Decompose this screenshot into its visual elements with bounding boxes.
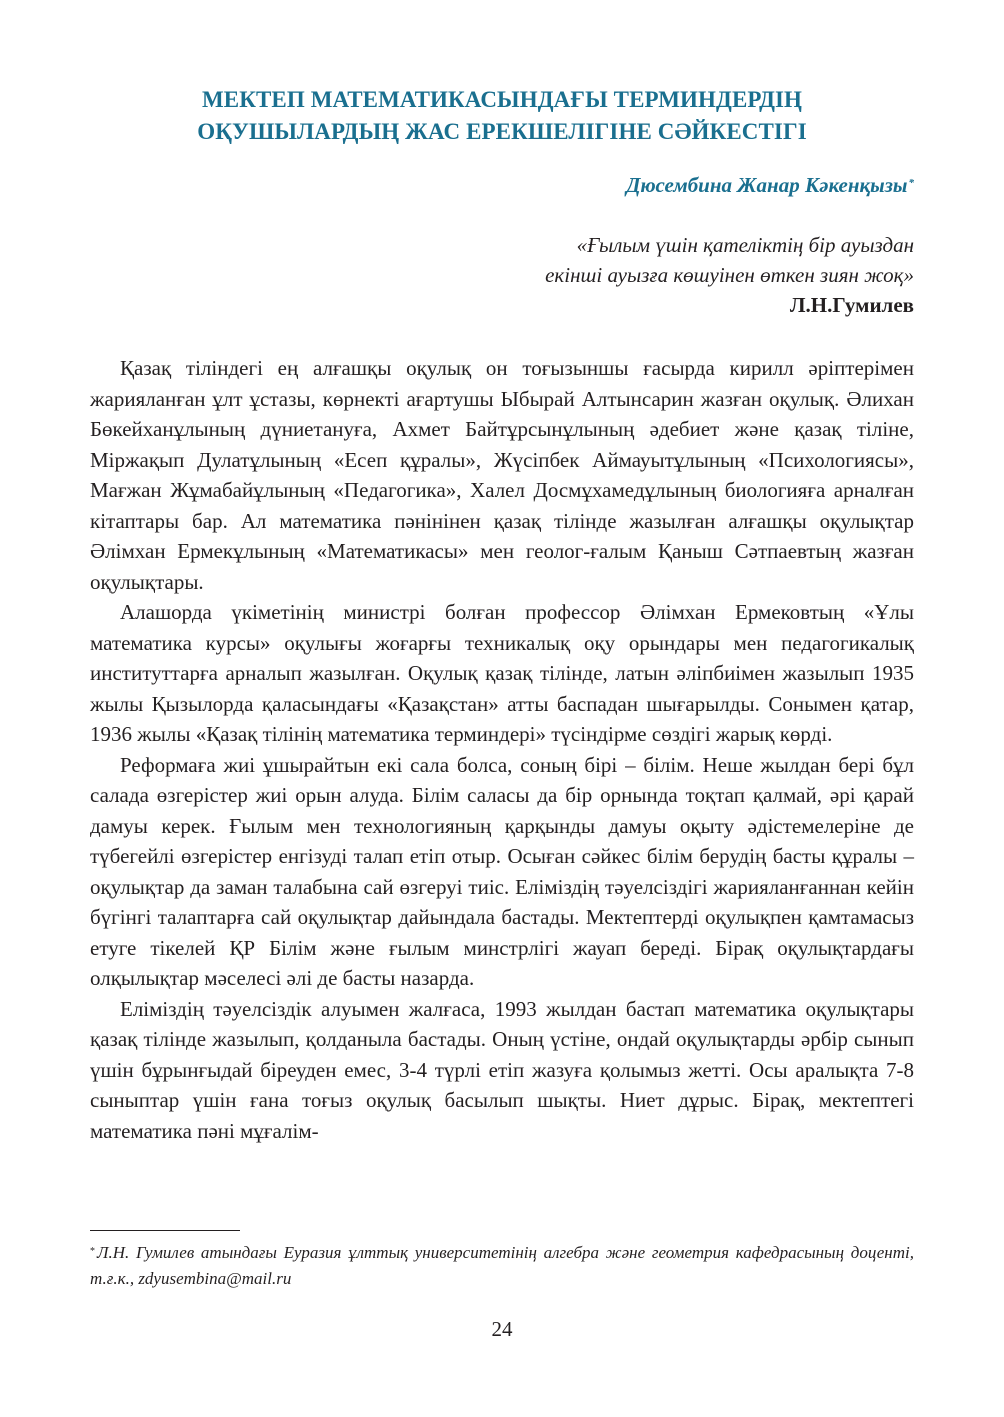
page-number: 24 bbox=[491, 1317, 513, 1341]
document-page bbox=[90, 0, 914, 1417]
footnote bbox=[90, 1240, 914, 1292]
author-line bbox=[626, 170, 914, 200]
epigraph bbox=[545, 230, 914, 320]
footnote-marker: * bbox=[90, 1246, 95, 1257]
article-title bbox=[90, 84, 914, 148]
epigraph-line-2: екінші ауызға көшуінен өткен зиян жоқ» bbox=[545, 263, 914, 287]
author-footnote-marker: * bbox=[908, 177, 914, 189]
article-title-line-1: МЕКТЕП МАТЕМАТИКАСЫНДАҒЫ ТЕРМИНДЕРДІҢ bbox=[201, 87, 803, 112]
author-name: Дюсембина Жанар Кәкенқызы bbox=[626, 173, 908, 197]
epigraph-line-1: «Ғылым үшін қателіктің бір ауыздан bbox=[576, 233, 914, 257]
article-title-line-2: ОҚУШЫЛАРДЫҢ ЖАС ЕРЕКШЕЛІГІНЕ СӘЙКЕСТІГІ bbox=[197, 119, 807, 144]
epigraph-source: Л.Н.Гумилев bbox=[789, 293, 914, 317]
body-paragraph-2: Алашорда үкіметінің министрі болған профессор Әлімхан Ермековтың «Ұлы математика курсы» оқулығы жоғарғы техникалық оқу орындары мен педагогикалық институттарға арналып жазылған. Оқулық қазақ тілінде, латын әліпбиімен жазылып 1935 жылы Қызылорда қаласындағы «Қазақстан» атты баспадан шығарылды. Сонымен қатар, 1936 жылы «Қазақ тілінің математика терминдері» түсіндірме сөздігі жарық көрді. bbox=[90, 600, 914, 746]
footnote-text: Л.Н. Гумилев атындағы Еуразия ұлттық университетінің алгебра және геометрия кафедрасының доценті, т.ғ.к., zdyusembina@mail.ru bbox=[90, 1243, 914, 1288]
footnote-divider bbox=[90, 1230, 240, 1231]
article-body bbox=[90, 353, 914, 1146]
body-paragraph-3: Реформаға жиі ұшырайтын екі сала болса, соның бірі – білім. Неше жылдан бері бұл салада өзгерістер жиі орын алуда. Білім саласы да бір орнында тоқтап қалмай, әрі қарай дамуы керек. Ғылым мен технологияның қарқынды дамуы оқыту әдістемелеріне де түбегейлі өзгерістер енгізуді талап етіп отыр. Осыған сәйкес білім берудің басты құралы – оқулықтар да заман талабына сай өзгеруі тиіс. Еліміздің тәуелсіздігі жарияланғаннан кейін бүгінгі талаптарға сай оқулықтар дайындала бастады. Мектептерді оқулықпен қамтамасыз етуге тікелей ҚР Білім және ғылым минстрлігі жауап береді. Бірақ оқулықтардағы олқылықтар мәселесі әлі де басты назарда. bbox=[90, 752, 914, 990]
body-paragraph-4: Еліміздің тәуелсіздік алуымен жалғаса, 1993 жылдан бастап математика оқулықтары қазақ тілінде жазылып, қолданыла бастады. Оның үстіне, ондай оқулықтарды әрбір сынып үшін бұрынғыдай біреуден емес, 3-4 түрлі етіп жазуға қолымыз жетті. Осы аралықта 7-8 сыныптар үшін ғана тоғыз оқулық басылып шықты. Ниет дұрыс. Бірақ, мектептегі математика пәні мұғалім- bbox=[90, 996, 914, 1143]
body-paragraph-1: Қазақ тіліндегі ең алғашқы оқулық он тоғызыншы ғасырда кирилл әріптерімен жарияланған ұлт ұстазы, көрнекті ағартушы Ыбырай Алтынсарин жазған оқулық. Әлихан Бөкейханұлының дүниетануға, Ахмет Байтұрсынұлының әдебиет және қазақ тіліне, Міржақып Дулатұлының «Есеп құралы», Жүсіпбек Аймауытұлының «Психологиясы», Мағжан Жұмабайұлының «Педагогика», Халел Досмұхамедұлының биологияға арналған кітаптары бар. Ал математика пәнінінен қазақ тілінде жазылған алғашқы оқулықтар Әлімхан Ермекұлының «Математикасы» мен геолог-ғалым Қаныш Сәтпаевтың жазған оқулықтары. bbox=[90, 356, 914, 594]
